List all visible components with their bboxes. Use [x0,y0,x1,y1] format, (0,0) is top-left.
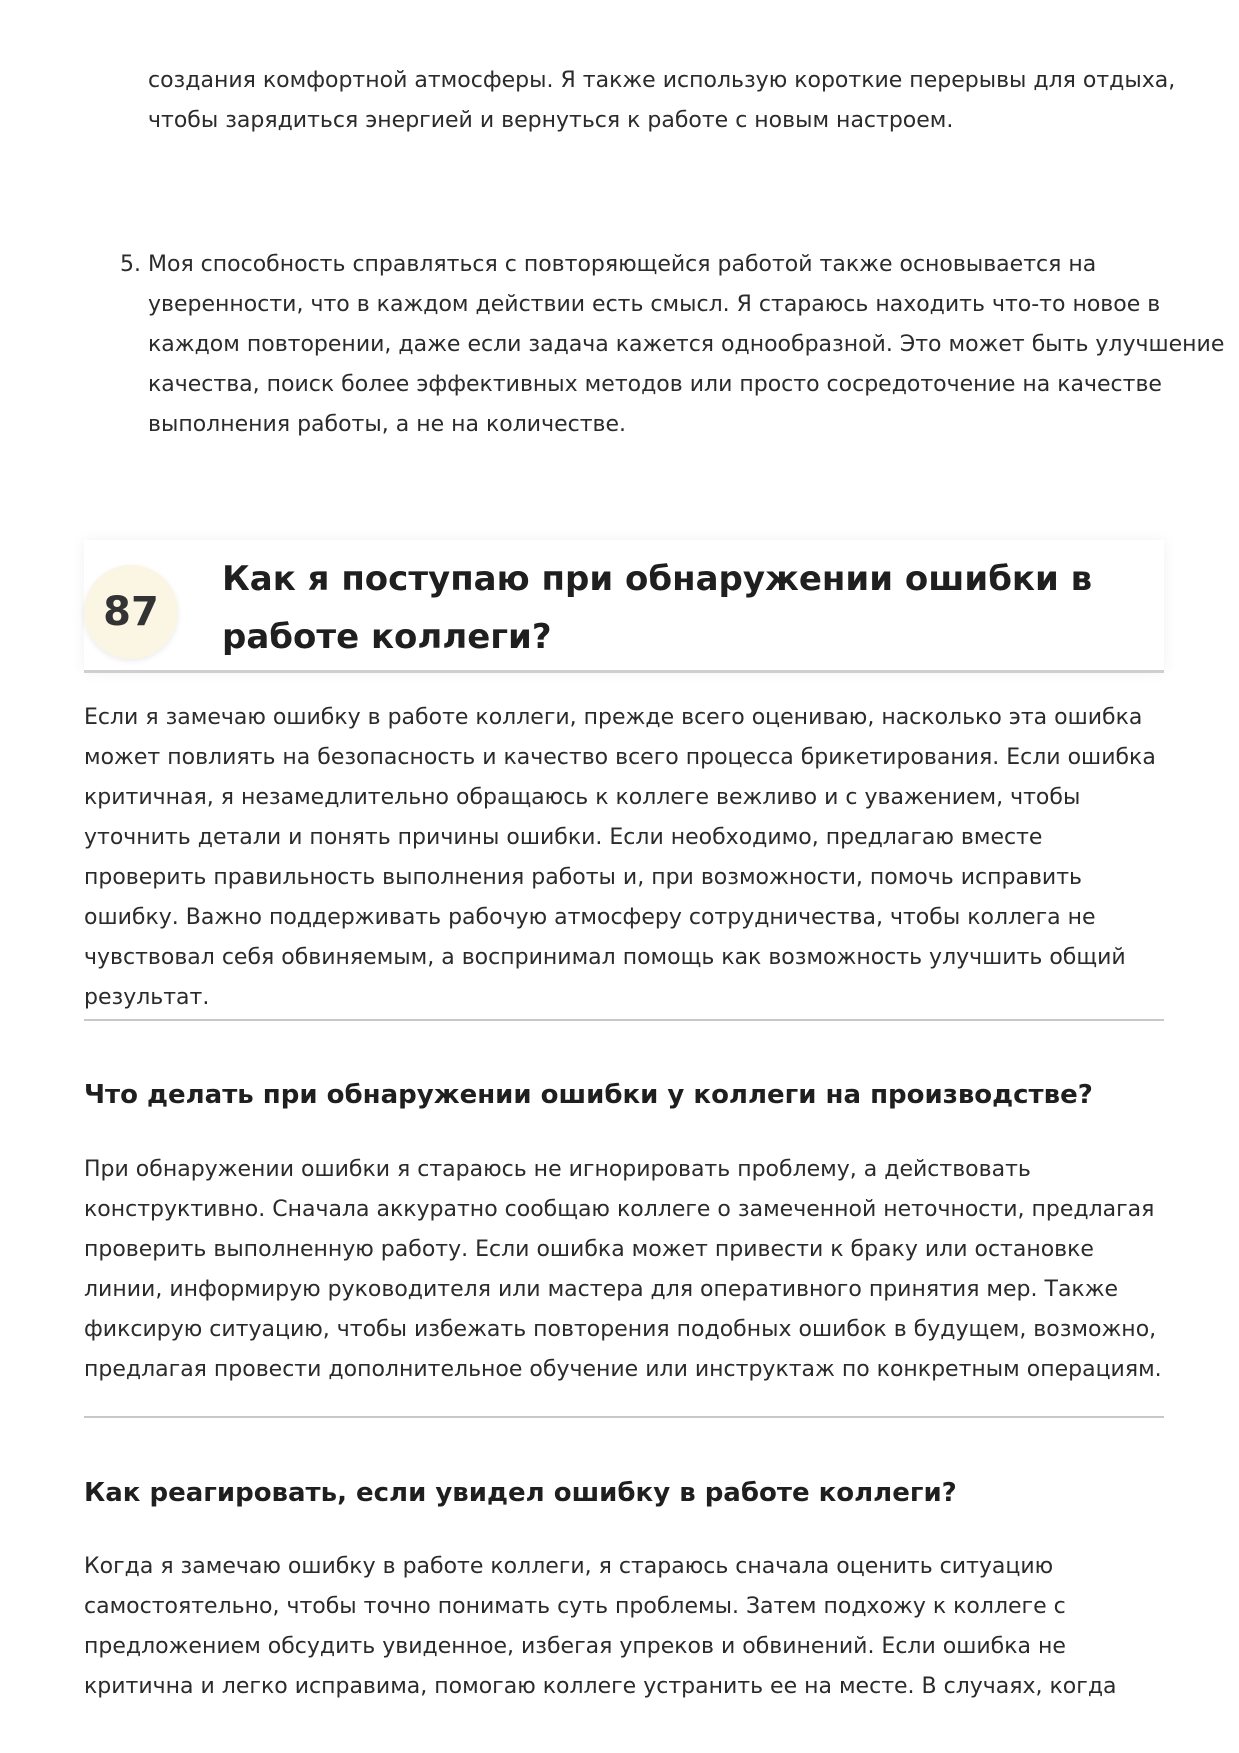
section-divider [84,1416,1164,1418]
question-answer: Если я замечаю ошибку в работе коллеги, прежде всего оцениваю, насколько эта ошибка может повлиять на безопасность и качество всего процесса брикетирования. Если ошибка критичная, я незамедлительно обращаюсь к коллеге вежливо и с уважением, чтобы уточнить детали и понять причины ошибки. Если необходимо, предлагаю вместе проверить правильность выполнения работы и, при возможности, помочь исправить ошибку. Важно поддерживать рабочую атмосферу сотрудничества, чтобы коллега не чувствовал себя обвиняемым, а воспринимал помощь как возможность улучшить общий результат. [84,705,1156,1010]
list-item-5 [84,245,1228,445]
document-content [84,0,1225,1699]
list-item-number: 5. [120,252,141,277]
section-text: При обнаружении ошибки я стараюсь не игнорировать проблему, а действовать конструктивно. Сначала аккуратно сообщаю коллеге о замеченной неточности, предлагая проверить выполненную работу. Если ошибка может привести к браку или остановке линии, информирую руководителя или мастера для оперативного принятия мер. Также фиксирую ситуацию, чтобы избежать повторения подобных ошибок в будущем, возможно, предлагая провести дополнительное обучение или инструктаж по конкретным операциям. [84,1157,1162,1382]
section-divider [84,1019,1164,1021]
section-heading: Что делать при обнаружении ошибки у коллеги на производстве? [84,1080,1093,1110]
section-text: Когда я замечаю ошибку в работе коллеги, я стараюсь сначала оценить ситуацию самостоятельно, чтобы точно понимать суть проблемы. Затем подхожу к коллеге с предложением обсудить увиденное, избегая упреков и обвинений. Если ошибка не критична и легко исправима, помогаю коллеге устранить ее на месте. В случаях, когда [84,1554,1117,1699]
section-heading: Как реагировать, если увидел ошибку в работе коллеги? [84,1478,957,1508]
question-header [84,540,1164,672]
list-item-text: создания комфортной атмосферы. Я также использую короткие перерывы для отдыха, чтобы зарядиться энергией и вернуться к работе с новым настроем. [148,68,1176,133]
question-header-underline [84,670,1164,673]
question-title: Как я поступаю при обнаружении ошибки в работе коллеги? [222,559,1093,657]
question-number-badge: 87 [84,565,178,659]
numbered-list [84,0,1225,437]
list-item-text: Моя способность справляться с повторяющейся работой также основывается на уверенности, что в каждом действии есть смысл. Я стараюсь находить что-то новое в каждом повторении, даже если задача кажется однообразной. Это может быть улучшение качества, поиск более эффективных методов или просто сосредоточение на качестве выполнения работы, а не на количестве. [148,252,1225,437]
list-item-continuation [84,61,1228,141]
